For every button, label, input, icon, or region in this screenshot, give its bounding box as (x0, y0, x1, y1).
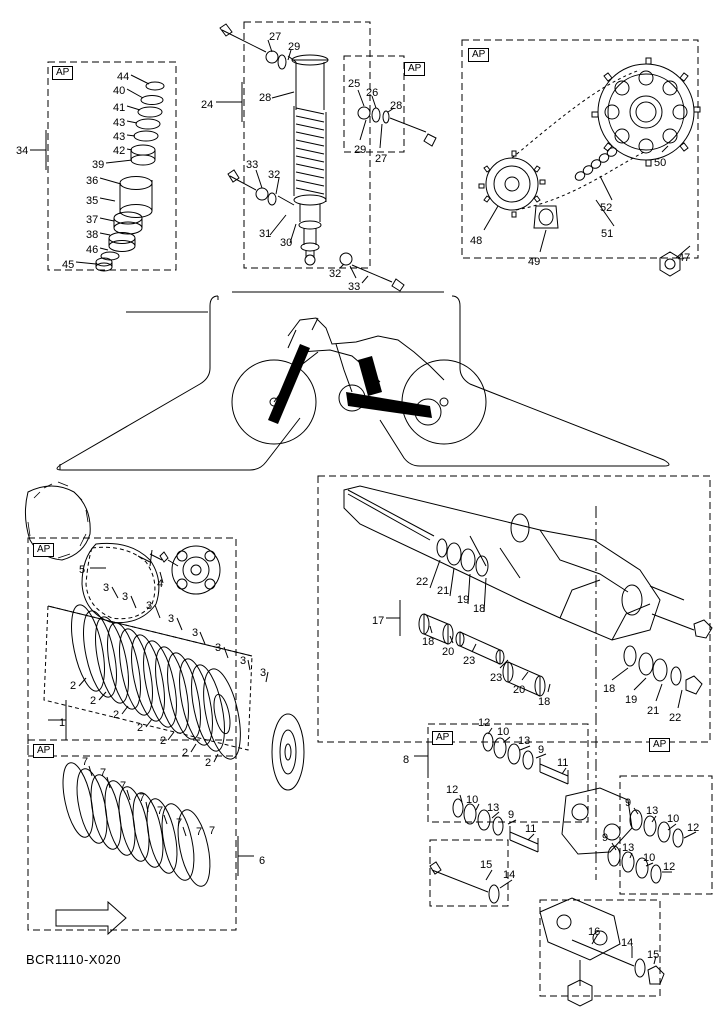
diagram-code: BCR1110-X020 (26, 952, 122, 967)
callout-number: 31 (259, 228, 272, 240)
callout-number: 3 (146, 600, 153, 612)
callout-number: 8 (403, 754, 410, 766)
ap-badge: AP (432, 731, 453, 745)
callout-number: 44 (117, 71, 130, 83)
ap-badge: AP (33, 543, 54, 557)
callout-number: 28 (390, 100, 403, 112)
callout-number: 2 (70, 680, 77, 692)
callout-number: 11 (557, 757, 569, 769)
callout-number: 7 (209, 825, 216, 837)
callout-number: 13 (487, 802, 500, 814)
callout-number: 10 (497, 726, 510, 738)
callout-number: 7 (82, 756, 89, 768)
callout-number: 30 (280, 237, 293, 249)
callout-number: 3 (215, 642, 222, 654)
callout-number: 42 (113, 145, 126, 157)
callout-number: 20 (442, 646, 455, 658)
callout-number: 51 (601, 228, 614, 240)
callout-number: 21 (437, 585, 450, 597)
ap-badge: AP (52, 66, 73, 80)
callout-number: 29 (288, 41, 301, 53)
callout-number: 17 (372, 615, 385, 627)
callout-number: 43 (113, 117, 126, 129)
callout-number: 18 (538, 696, 551, 708)
callout-number: 7 (196, 826, 203, 838)
callout-number: 19 (625, 694, 638, 706)
callout-number: 3 (103, 582, 110, 594)
callout-number: 2 (137, 722, 144, 734)
callout-number: 11 (525, 823, 537, 835)
callout-number: 24 (201, 99, 214, 111)
callout-number: 10 (643, 852, 656, 864)
callout-number: 52 (600, 202, 613, 214)
callout-number: 6 (259, 855, 266, 867)
callout-number: 36 (86, 175, 99, 187)
callout-number: 20 (513, 684, 526, 696)
callout-number: 40 (113, 85, 126, 97)
callout-number: 47 (678, 252, 691, 264)
callout-number: 10 (667, 813, 680, 825)
callout-number: 37 (86, 214, 99, 226)
callout-number: 28 (259, 92, 272, 104)
callout-number: 5 (79, 564, 86, 576)
callout-number: 32 (268, 169, 281, 181)
callout-number: 2 (182, 747, 189, 759)
callout-number: 48 (470, 235, 483, 247)
callout-number: 38 (86, 229, 99, 241)
callout-number: 9 (538, 744, 545, 756)
callout-number: 7 (157, 805, 164, 817)
callout-number: 3 (192, 627, 199, 639)
callout-number: 2 (90, 695, 97, 707)
callout-number: 32 (329, 268, 342, 280)
callout-number: 19 (457, 594, 470, 606)
callout-number: 18 (603, 683, 616, 695)
callout-number: 22 (416, 576, 429, 588)
callout-number: 9 (602, 832, 609, 844)
ap-badge: AP (649, 738, 670, 752)
callout-number: 18 (473, 603, 486, 615)
callout-number: 25 (348, 78, 361, 90)
callout-number: 21 (647, 705, 660, 717)
callout-number: 12 (478, 717, 491, 729)
callout-number: 34 (16, 145, 29, 157)
callout-number: 35 (86, 195, 99, 207)
callout-number: 9 (508, 809, 515, 821)
callout-number: 41 (113, 102, 126, 114)
callout-number: 12 (663, 861, 676, 873)
callout-number: 10 (466, 794, 479, 806)
callout-number: 2 (160, 735, 167, 747)
callout-number: 2 (205, 757, 212, 769)
fwd-arrow-label: FWD (70, 913, 93, 924)
callout-number: 3 (240, 655, 247, 667)
callout-number: 45 (62, 259, 75, 271)
callout-number: 46 (86, 244, 99, 256)
callout-number: 33 (246, 159, 259, 171)
callout-number: 49 (528, 256, 541, 268)
callout-number: 3 (260, 667, 267, 679)
callout-number: 12 (687, 822, 700, 834)
callout-number: 14 (503, 869, 516, 881)
callout-number: 27 (375, 153, 388, 165)
ap-badge: AP (33, 744, 54, 758)
callout-number: 15 (647, 949, 660, 961)
callout-number: 7 (176, 817, 183, 829)
callout-number: 27 (269, 31, 282, 43)
callout-number: 43 (113, 131, 126, 143)
callout-number: 23 (463, 655, 476, 667)
callout-number: 7 (120, 780, 127, 792)
ap-badge: AP (404, 62, 425, 76)
callout-number: 23 (490, 672, 503, 684)
callout-number: 3 (122, 591, 129, 603)
callout-number: 39 (92, 159, 105, 171)
callout-number: 22 (669, 712, 682, 724)
callout-number: 13 (622, 842, 635, 854)
callout-number: 13 (646, 805, 659, 817)
callout-number: 13 (518, 735, 531, 747)
ap-badge: AP (468, 48, 489, 62)
callout-number: 7 (139, 792, 146, 804)
callout-number: 7 (100, 767, 107, 779)
callout-number: 50 (654, 157, 667, 169)
callout-number: 12 (446, 784, 459, 796)
callout-number: 2 (113, 709, 120, 721)
callout-number: 33 (348, 281, 361, 293)
callout-number: 1 (59, 717, 66, 729)
callout-number: 26 (366, 87, 379, 99)
callout-number: 3 (168, 613, 175, 625)
callout-number: 15 (480, 859, 493, 871)
callout-number: 14 (621, 937, 634, 949)
callout-number: 4 (157, 578, 164, 590)
callout-number: 16 (588, 926, 601, 938)
callout-number: 9 (625, 797, 632, 809)
callout-number: 18 (422, 636, 435, 648)
callout-number: 29 (354, 144, 367, 156)
